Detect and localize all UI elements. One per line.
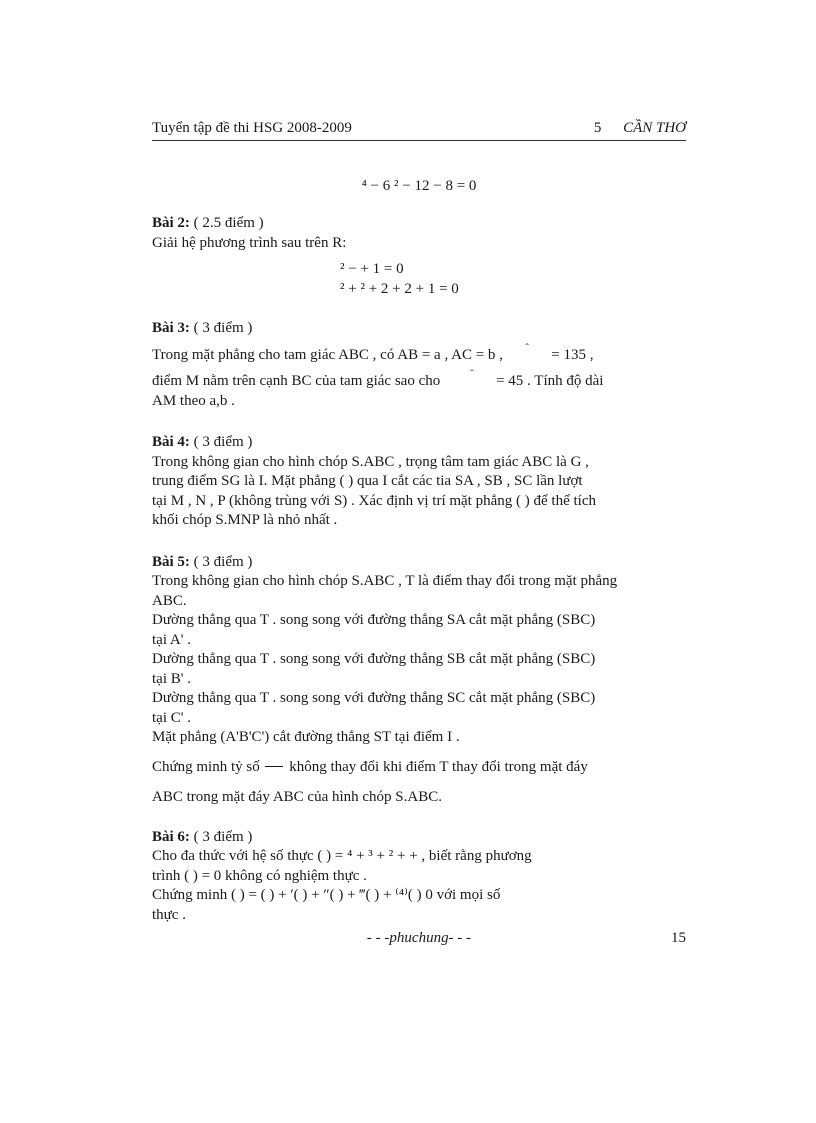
angle-hat-icon: ˆ: [470, 369, 474, 380]
page-content: [152, 176, 686, 925]
footer-author: - - -phuchung- - -: [366, 930, 472, 946]
problem-5-line-5: Dường thẳng qua T . song song với đường thẳng SB cắt mặt phẳng (SBC): [152, 651, 596, 667]
problem-5-line-4: tại A' .: [152, 631, 191, 648]
problem-5-line-7: Dường thẳng qua T . song song với đường thẳng SC cắt mặt phẳng (SBC): [152, 690, 596, 706]
section-name: CẦN THƠ: [623, 120, 686, 136]
problem-5-line-10: Chứng minh tỷ số không thay đổi khi điểm T thay đổi trong mặt đáy: [152, 758, 588, 775]
problem-4-line-2: trung điểm SG là I. Mặt phẳng ( ) qua I cắt các tia SA , SB , SC lần lượt: [152, 473, 583, 489]
header-section: [594, 120, 686, 137]
problem-6-heading: [152, 828, 686, 848]
problem-3-line-2: điểm M nằm trên cạnh BC của tam giác sao cho $^ˆ$ = 45 . Tính độ dài: [152, 369, 604, 389]
bai1-eq-part-3: − 8 = 0: [433, 178, 477, 194]
problem-2-title: Bài 2:: [152, 215, 190, 231]
problem-4-points: ( 3 điểm ): [193, 434, 253, 450]
problem-6-title: Bài 6:: [152, 828, 190, 845]
problem-3-heading: [152, 319, 686, 339]
page-header: [152, 118, 686, 141]
problem-5: [152, 553, 686, 812]
header-title: Tuyển tập đề thi HSG 2008-2009: [152, 120, 352, 136]
bai1-eq-part-2: ² − 12: [394, 178, 434, 194]
problem-4-line-3: tại M , N , P (không trùng với S) . Xác định vị trí mặt phẳng ( ) để thể tích: [152, 492, 596, 509]
problem-4-title: Bài 4:: [152, 434, 190, 450]
problem-5-line-11: ABC trong mặt đáy ABC của hình chóp S.ABC.: [152, 788, 442, 805]
page-number: 15: [671, 930, 686, 946]
problem-2-heading: [152, 214, 686, 234]
problem-4-line-1: Trong không gian cho hình chóp S.ABC , trọng tâm tam giác ABC là G ,: [152, 453, 589, 470]
problem-5-line-2: ABC.: [152, 592, 187, 609]
problem-5-line-9: Mặt phẳng (A'B'C') cắt đường thẳng ST tại điểm I .: [152, 729, 460, 745]
problem-3-title: Bài 3:: [152, 320, 190, 336]
problem-5-line-6: tại B' .: [152, 670, 191, 687]
problem-6-line-2: trình ( ) = 0 không có nghiệm thực .: [152, 867, 367, 884]
problem-4-line-4: khối chóp S.MNP là nhỏ nhất .: [152, 512, 338, 528]
problem-5-line-8: tại C' .: [152, 709, 191, 726]
problem-6: [152, 828, 686, 926]
problem-6-line-3: Chứng minh ( ) = ( ) + ′( ) + ″( ) + ‴( ) + ⁽⁴⁾( ) 0 với mọi số: [152, 887, 501, 903]
problem-3: [152, 319, 686, 411]
problem-6-points: ( 3 điểm ): [193, 828, 253, 845]
problem-2-points: ( 2.5 điểm ): [193, 215, 264, 231]
bai1-eq-part-1: ⁴ − 6: [361, 178, 395, 194]
problem-2-text: Giải hệ phương trình sau trên R:: [152, 234, 347, 251]
problem-6-line-4: thực .: [152, 906, 186, 923]
fraction-bar: [265, 766, 283, 767]
problem-5-line-1: Trong không gian cho hình chóp S.ABC , T là điểm thay đổi trong mặt phẳng: [152, 573, 618, 589]
problem-6-line-1: Cho đa thức với hệ số thực ( ) = ⁴ + ³ + ² + + , biết rằng phương: [152, 848, 532, 864]
angle-hat-icon: ˆ: [525, 342, 529, 354]
problem-2: [152, 214, 686, 299]
problem-2-eq-2: ² + ² + 2 + 2 + 1 = 0: [340, 281, 459, 297]
problem-5-line-3: Dường thẳng qua T . song song với đường thẳng SA cắt mặt phẳng (SBC): [152, 612, 596, 628]
problem-3-line-3: AM theo a,b .: [152, 392, 235, 409]
problem-5-points: ( 3 điểm ): [193, 553, 253, 570]
problem-5-heading: [152, 553, 686, 573]
problem-3-line-1: Trong mặt phẳng cho tam giác ABC , có AB = a , AC = b , $^ˆ$ = 135 ,: [152, 342, 594, 363]
problem-2-eq-1: ² − + 1 = 0: [340, 261, 404, 277]
bai1-equation: [152, 176, 686, 196]
problem-3-points: ( 3 điểm ): [193, 320, 253, 336]
section-number: 5: [593, 120, 602, 136]
problem-4-heading: [152, 433, 686, 453]
page-footer: [152, 930, 686, 950]
problem-5-title: Bài 5:: [152, 553, 190, 570]
problem-4: [152, 433, 686, 531]
